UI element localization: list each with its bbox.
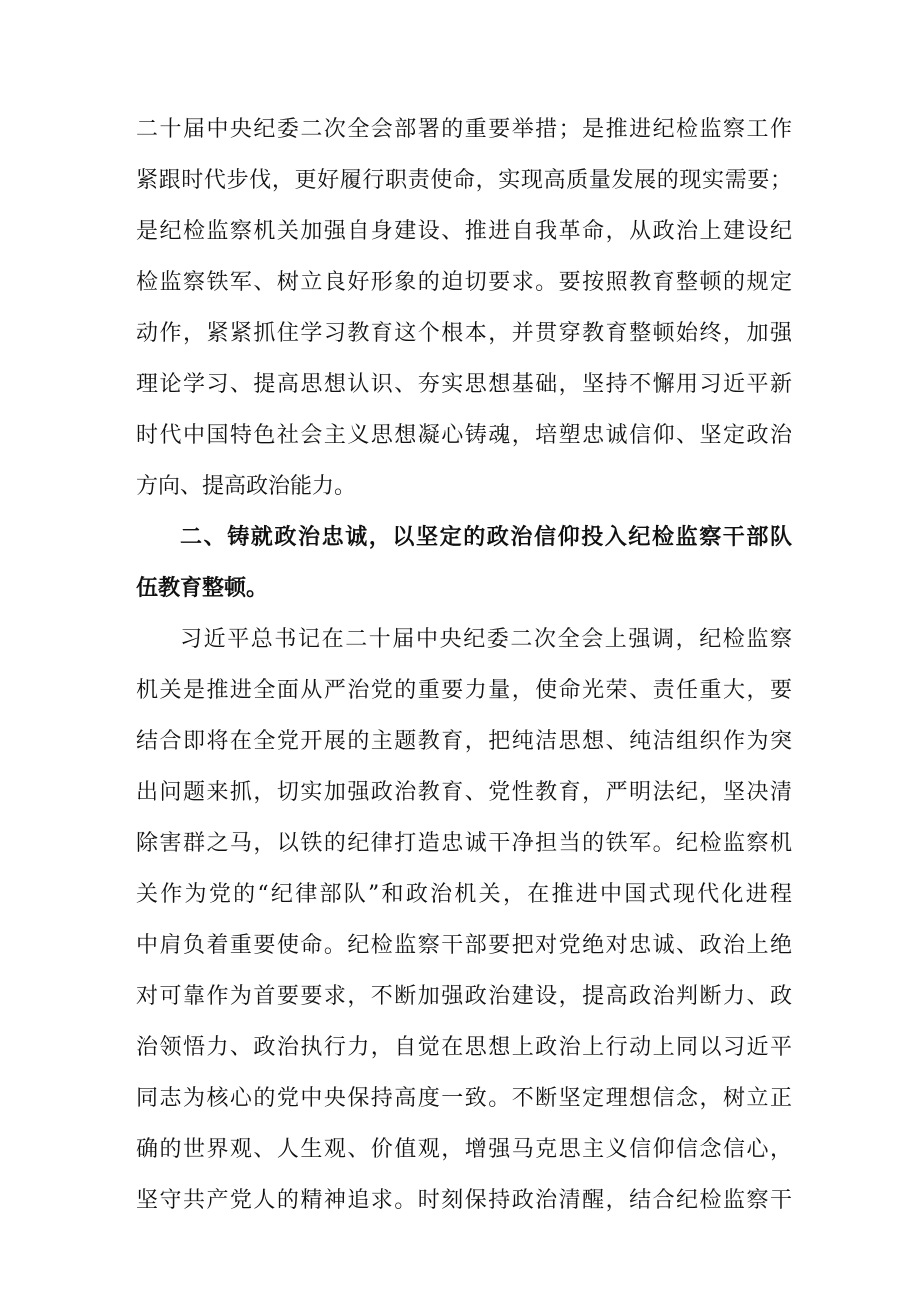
text-line: 二十届中央纪委二次全会部署的重要举措；是推进纪检监察工作: [136, 117, 792, 142]
text-line: 治领悟力、政治执行力，自觉在思想上政治上行动上同以习近平: [136, 1035, 792, 1060]
heading-line: 伍教育整顿。: [136, 576, 269, 601]
text-line: 理论学习、提高思想认识、夯实思想基础，坚持不懈用习近平新: [136, 372, 792, 397]
text-line: 机关是推进全面从严治党的重要力量，使命光荣、责任重大，要: [136, 678, 792, 703]
text-line: 方向、提高政治能力。: [136, 474, 357, 499]
text-line: 坚守共产党人的精神追求。时刻保持政治清醒，结合纪检监察干: [136, 1188, 792, 1213]
text-line: 除害群之马，以铁的纪律打造忠诚干净担当的铁军。纪检监察机: [136, 831, 792, 856]
text-line: 确的世界观、人生观、价值观，增强马克思主义信仰信念信心，: [136, 1137, 792, 1162]
text-line: 同志为核心的党中央保持高度一致。不断坚定理想信念，树立正: [136, 1086, 792, 1111]
text-line: 是纪检监察机关加强自身建设、推进自我革命，从政治上建设纪: [136, 219, 792, 244]
heading-line: 二、铸就政治忠诚，以坚定的政治信仰投入纪检监察干部队: [180, 525, 792, 550]
text-line: 关作为党的“纪律部队”和政治机关，在推进中国式现代化进程: [136, 882, 792, 907]
text-line: 出问题来抓，切实加强政治教育、党性教育，严明法纪，坚决清: [136, 780, 792, 805]
text-line: 时代中国特色社会主义思想凝心铸魂，培塑忠诚信仰、坚定政治: [136, 423, 792, 448]
text-line: 检监察铁军、树立良好形象的迫切要求。要按照教育整顿的规定: [136, 270, 792, 295]
text-line: 动作，紧紧抓住学习教育这个根本，并贯穿教育整顿始终，加强: [136, 321, 792, 346]
text-line: 对可靠作为首要要求，不断加强政治建设，提高政治判断力、政: [136, 984, 792, 1009]
text-line: 紧跟时代步伐，更好履行职责使命，实现高质量发展的现实需要；: [136, 168, 792, 193]
text-line: 习近平总书记在二十届中央纪委二次全会上强调，纪检监察: [180, 627, 792, 652]
text-line: 中肩负着重要使命。纪检监察干部要把对党绝对忠诚、政治上绝: [136, 933, 792, 958]
text-line: 结合即将在全党开展的主题教育，把纯洁思想、纯洁组织作为突: [136, 729, 792, 754]
